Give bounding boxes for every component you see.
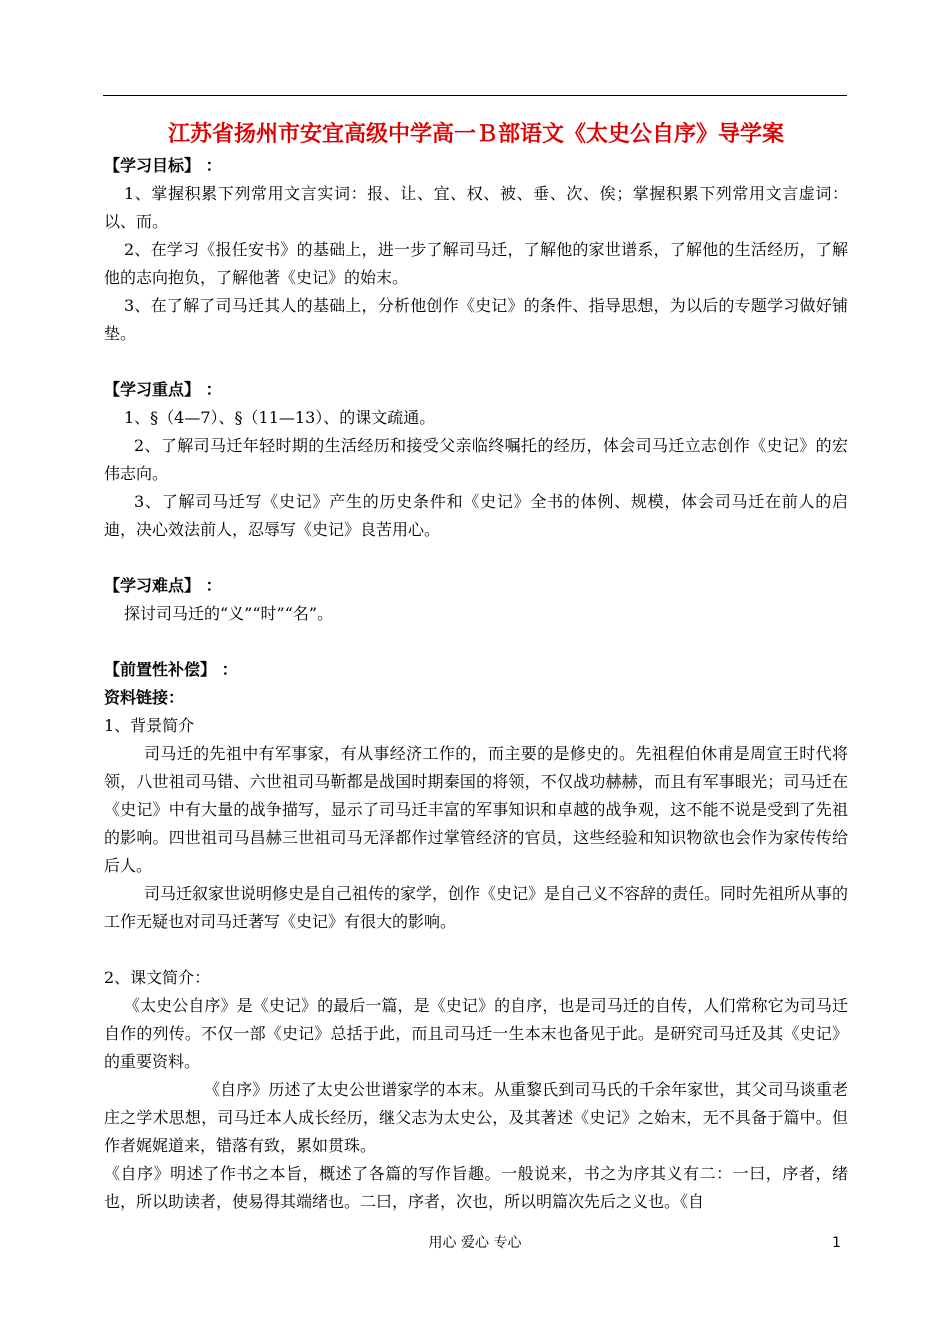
objective-item: 3、在了解了司马迁其人的基础上，分析他创作《史记》的条件、指导思想，为以后的专题学习做好铺垫。: [104, 296, 848, 343]
key-point-item: 3、了解司马迁写《史记》产生的历史条件和《史记》全书的体例、规模，体会司马迁在前人的启迪，决心效法前人，忍辱写《史记》良苦用心。: [104, 492, 848, 539]
preview-heading: 【前置性补偿】 ：: [104, 660, 238, 679]
resource-links-heading: 资料链接：: [104, 688, 185, 707]
text-intro-title: 2、课文简介：: [104, 968, 211, 987]
section-difficulties: [104, 572, 848, 628]
spacer: [104, 544, 848, 572]
key-point-item: 2、了解司马迁年轻时期的生活经历和接受父亲临终嘱托的经历，体会司马迁立志创作《史记》的宏伟志向。: [104, 436, 848, 483]
section-preview: [104, 656, 848, 1216]
document-body: [104, 118, 848, 1216]
background-title: 1、背景简介: [104, 716, 195, 735]
key-point-item: 1、§（4—7）、§（11—13）、的课文疏通。: [124, 408, 436, 427]
text-intro-paragraph: 《自序》明述了作书之本旨，概述了各篇的写作旨趣。一般说来，书之为序其义有二：一曰，序者，绪也，所以助读者，使易得其端绪也。二曰，序者，次也，所以明篇次先后之义也。《自: [104, 1164, 848, 1211]
difficulties-heading: 【学习难点】 ：: [104, 576, 222, 595]
background-paragraph: 司马迁叙家世说明修史是自己祖传的家学，创作《史记》是自己义不容辞的责任。同时先祖所从事的工作无疑也对司马迁著写《史记》有很大的影响。: [104, 884, 849, 931]
section-objectives: [104, 152, 848, 348]
objective-item: 2、在学习《报任安书》的基础上，进一步了解司马迁，了解他的家世谱系，了解他的生活经历，了解他的志向抱负，了解他著《史记》的始末。: [104, 240, 848, 287]
text-intro-paragraph: 《自序》历述了太史公世谱家学的本末。从重黎氏到司马氏的千余年家世，其父司马谈重老庄之学术思想，司马迁本人成长经历，继父志为太史公，及其著述《史记》之始末，无不具备于篇中。但作者娓娓道来，错落有致，累如贯珠。: [104, 1080, 848, 1155]
difficulty-item: 探讨司马迁的“义”“时”“名”。: [124, 604, 334, 623]
footer-slogan: 用心 爱心 专心: [428, 1235, 522, 1251]
objective-item: 1、掌握积累下列常用文言实词：报、让、宜、权、被、垂、次、俟；掌握积累下列常用文言虚词：以、而。: [104, 184, 848, 231]
key-points-heading: 【学习重点】 ：: [104, 380, 222, 399]
header-rule: [103, 95, 847, 96]
spacer: [104, 936, 848, 964]
spacer: [104, 348, 848, 376]
section-key-points: [104, 376, 848, 544]
background-paragraph: 司马迁的先祖中有军事家，有从事经济工作的，而主要的是修史的。先祖程伯休甫是周宣王时代将领，八世祖司马错、六世祖司马靳都是战国时期秦国的将领，不仅战功赫赫，而且有军事眼光；司马迁在《史记》中有大量的战争描写，显示了司马迁丰富的军事知识和卓越的战争观，这不能不说是受到了先祖的影响。四世祖司马昌赫三世祖司马无泽都作过掌管经济的官员，这些经验和知识物欲也会作为家传传给后人。: [104, 744, 848, 875]
page-number: 1: [832, 1235, 841, 1251]
text-intro-paragraph: 《太史公自序》是《史记》的最后一篇，是《史记》的自序，也是司马迁的自传，人们常称它为司马迁自作的列传。不仅一部《史记》总括于此，而且司马迁一生本末也备见于此。是研究司马迁及其《史记》的重要资料。: [104, 996, 848, 1071]
document-title: 江苏省扬州市安宜高级中学高一Ｂ部语文《太史公自序》导学案: [167, 122, 784, 147]
objectives-heading: 【学习目标】 ：: [104, 156, 222, 175]
spacer: [104, 628, 848, 656]
